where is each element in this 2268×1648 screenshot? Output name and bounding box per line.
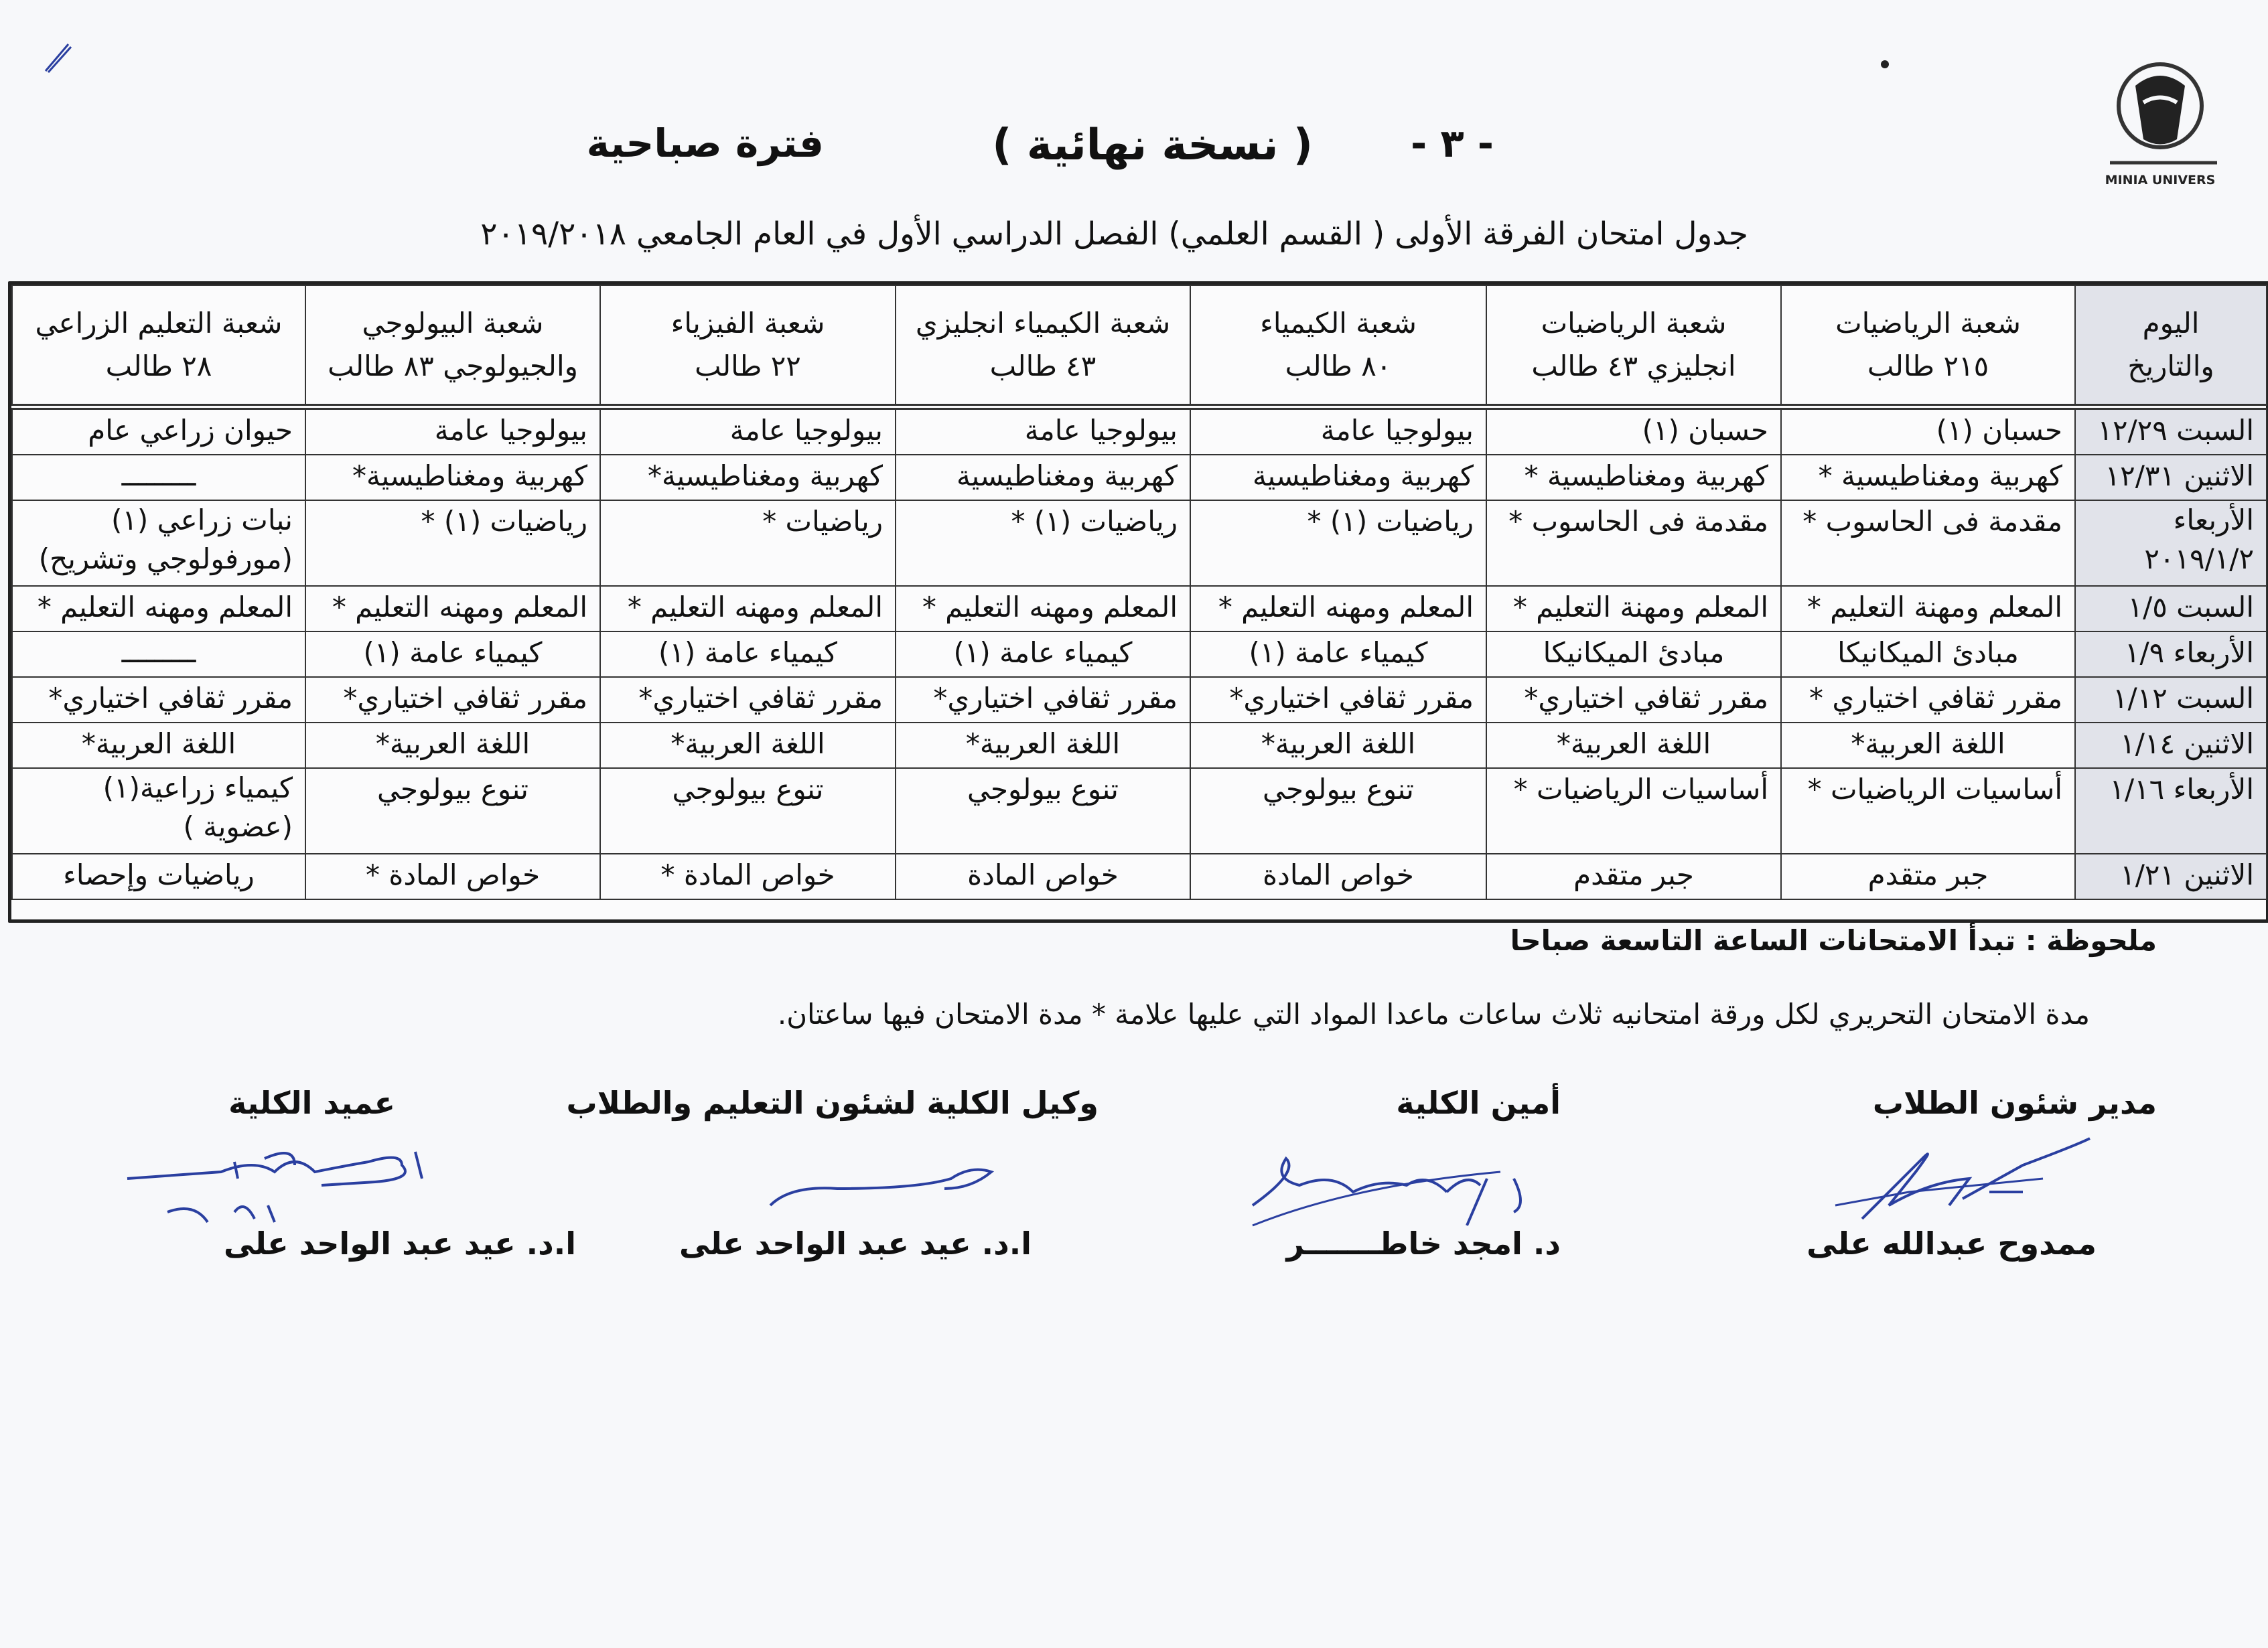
table-cell: المعلم ومهنة التعليم * (1486, 586, 1781, 631)
logo-text: MINIA UNIVERS (2105, 173, 2216, 188)
table-header-row (12, 285, 2267, 407)
table-cell: مقرر ثقافي اختياري* (1190, 677, 1486, 723)
table-cell: كيمياء عامة (١) (600, 631, 896, 677)
table-cell: كيمياء زراعية(١) (عضوية ) (12, 768, 305, 854)
table-cell-day: السبت ١/١٢ (2075, 677, 2267, 723)
table-cell: تنوع بيولوجي (600, 768, 896, 854)
table-row (12, 768, 2267, 854)
table-cell: مبادئ الميكانيكا (1781, 631, 2075, 677)
signature-name-dean: ا.د. عيد عبد الواحد على (223, 1225, 576, 1262)
table-row (12, 586, 2267, 631)
table-cell: كيمياء عامة (١) (305, 631, 600, 677)
table-cell-day: السبت ١٢/٢٩ (2075, 407, 2267, 455)
period-label: فترة صباحية (586, 121, 824, 166)
header-chemistry-english: شعبة الكيمياء انجليزي ٤٣ طالب (896, 285, 1190, 407)
header-math-english: شعبة الرياضيات انجليزي ٤٣ طالب (1486, 285, 1781, 407)
header-agricultural-education: شعبة التعليم الزراعي ٢٨ طالب (12, 285, 305, 407)
table-cell: رياضيات (١) * (305, 500, 600, 586)
table-row (12, 677, 2267, 723)
table-cell-day: الأربعاء ١/٩ (2075, 631, 2267, 677)
table-cell: بيولوجيا عامة (1190, 407, 1486, 455)
table-cell: المعلم ومهنه التعليم * (896, 586, 1190, 631)
table-cell: حسبان (١) (1781, 407, 2075, 455)
table-cell: بيولوجيا عامة (305, 407, 600, 455)
table-cell: تنوع بيولوجي (1190, 768, 1486, 854)
header-physics: شعبة الفيزياء ٢٢ طالب (600, 285, 896, 407)
logo-emblem-icon (2097, 39, 2224, 173)
exam-duration-note: مدة الامتحان التحريري لكل ورقة امتحانيه ثلاث ساعات ماعدا المواد التي عليها علامة * مدة الامتحان فيها ساعتان. (777, 998, 2090, 1031)
table-cell: ـــــــــ (12, 631, 305, 677)
table-cell: بيولوجيا عامة (600, 407, 896, 455)
signature-name-student-affairs: ممدوح عبدالله على (1806, 1225, 2097, 1262)
table-cell: مقرر ثقافي اختياري* (896, 677, 1190, 723)
table-cell: رياضيات (١) * (1190, 500, 1486, 586)
table-cell: تنوع بيولوجي (305, 768, 600, 854)
header-day-date: اليوم والتاريخ (2075, 285, 2267, 407)
table-cell: مقرر ثقافي اختياري * (1781, 677, 2075, 723)
table-cell: اللغة العربية* (1781, 723, 2075, 768)
signature-title-dean: عميد الكلية (228, 1085, 395, 1121)
table-cell: خواص المادة (896, 854, 1190, 899)
table-cell: حسبان (١) (1486, 407, 1781, 455)
table-row (12, 631, 2267, 677)
ink-dot (1881, 60, 1889, 68)
table-cell: مقرر ثقافي اختياري* (305, 677, 600, 723)
table-cell: اللغة العربية* (1486, 723, 1781, 768)
table-cell: المعلم ومهنه التعليم * (305, 586, 600, 631)
table-cell: ـــــــــ (12, 455, 305, 500)
table-cell: كيمياء عامة (١) (1190, 631, 1486, 677)
table-cell: خواص المادة * (305, 854, 600, 899)
pen-mark (40, 39, 80, 79)
table-row (12, 455, 2267, 500)
signature-name-college-secretary: د. امجد خاطـــــــر (1286, 1225, 1561, 1262)
table-cell: حيوان زراعي عام (12, 407, 305, 455)
table-cell: مبادئ الميكانيكا (1486, 631, 1781, 677)
signature-title-student-affairs: مدير شئون الطلاب (1872, 1085, 2157, 1121)
table-cell: المعلم ومهنه التعليم * (12, 586, 305, 631)
table-cell: خواص المادة * (600, 854, 896, 899)
final-copy-label: ( نسخة نهائية ) (992, 121, 1313, 170)
table-cell: اللغة العربية* (305, 723, 600, 768)
header-chemistry: شعبة الكيمياء ٨٠ طالب (1190, 285, 1486, 407)
table-cell-day: الاثنين ١٢/٣١ (2075, 455, 2267, 500)
signature-title-vice-dean: وكيل الكلية لشئون التعليم والطلاب (566, 1085, 1098, 1121)
table-cell: كهربية ومغناطيسية * (1486, 455, 1781, 500)
schedule-caption: جدول امتحان الفرقة الأولى ( القسم العلمي) الفصل الدراسي الأول في العام الجامعي ٢٠١٩/٢٠١٨ (480, 216, 1748, 252)
university-logo (2097, 39, 2224, 193)
table-cell: المعلم ومهنه التعليم * (1190, 586, 1486, 631)
table-cell-day: الاثنين ١/١٤ (2075, 723, 2267, 768)
table-cell-day: الأربعاء ٢٠١٩/١/٢ (2075, 500, 2267, 586)
header-biology-geology: شعبة البيولوجي والجيولوجي ٨٣ طالب (305, 285, 600, 407)
table-cell: مقرر ثقافي اختياري* (12, 677, 305, 723)
table-cell: رياضيات وإحصاء (12, 854, 305, 899)
signature-name-vice-dean: ا.د. عيد عبد الواحد على (679, 1225, 1032, 1262)
table-cell: خواص المادة (1190, 854, 1486, 899)
table-cell: المعلم ومهنة التعليم * (1781, 586, 2075, 631)
table-cell-day: الاثنين ١/٢١ (2075, 854, 2267, 899)
table-cell: اللغة العربية* (896, 723, 1190, 768)
table-cell: اللغة العربية* (600, 723, 896, 768)
table-cell: كهربية ومغناطيسية* (600, 455, 896, 500)
table-row (12, 500, 2267, 586)
table-cell: بيولوجيا عامة (896, 407, 1190, 455)
table-cell: جبر متقدم (1781, 854, 2075, 899)
header-math: شعبة الرياضيات ٢١٥ طالب (1781, 285, 2075, 407)
table-cell: كهربية ومغناطيسية* (305, 455, 600, 500)
table-cell: مقرر ثقافي اختياري* (600, 677, 896, 723)
table-cell: جبر متقدم (1486, 854, 1781, 899)
table-cell: أساسيات الرياضيات * (1781, 768, 2075, 854)
table-cell: مقدمة فى الحاسوب * (1781, 500, 2075, 586)
table-cell: كهربية ومغناطيسية (1190, 455, 1486, 500)
table-cell: أساسيات الرياضيات * (1486, 768, 1781, 854)
table-cell-day: الأربعاء ١/١٦ (2075, 768, 2267, 854)
table-cell: مقرر ثقافي اختياري* (1486, 677, 1781, 723)
table-cell: اللغة العربية* (12, 723, 305, 768)
table-cell: تنوع بيولوجي (896, 768, 1190, 854)
table-cell: المعلم ومهنه التعليم * (600, 586, 896, 631)
table-cell: كهربية ومغناطيسية (896, 455, 1190, 500)
table-cell: رياضيات * (600, 500, 896, 586)
table-row (12, 723, 2267, 768)
table-cell: اللغة العربية* (1190, 723, 1486, 768)
table-cell: مقدمة فى الحاسوب * (1486, 500, 1781, 586)
table-cell: نبات زراعي (١) (مورفولوجي وتشريح) (12, 500, 305, 586)
table-row (12, 854, 2267, 899)
table-row (12, 407, 2267, 455)
signature-title-college-secretary: أمين الكلية (1396, 1085, 1561, 1121)
table-cell: كهربية ومغناطيسية * (1781, 455, 2075, 500)
table-cell: كيمياء عامة (١) (896, 631, 1190, 677)
exam-schedule-table (8, 281, 2268, 923)
start-time-note: ملحوظة : تبدأ الامتحانات الساعة التاسعة صباحا (1510, 924, 2157, 957)
page-number: - ٣ - (1411, 121, 1494, 166)
table-cell: رياضيات (١) * (896, 500, 1190, 586)
table-cell-day: السبت ١/٥ (2075, 586, 2267, 631)
